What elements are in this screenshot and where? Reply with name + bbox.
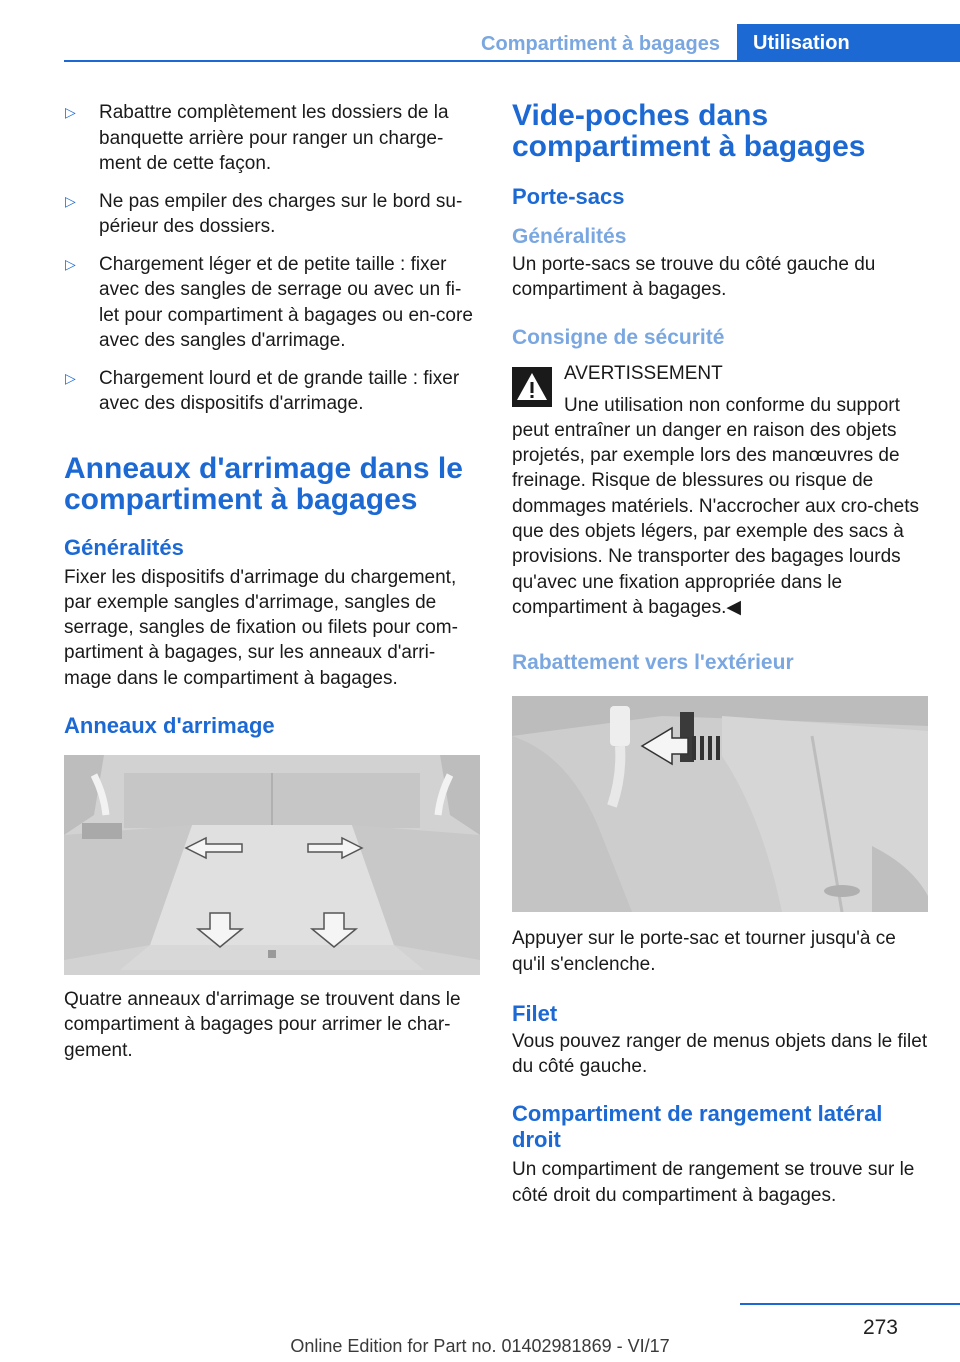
bag-hook-illustration	[512, 696, 928, 912]
section-title-vide-poches: Vide-poches dans compartiment à bagages	[512, 99, 866, 163]
running-header-section: Compartiment à bagages	[481, 33, 720, 55]
triangle-bullet-icon: ▷	[65, 104, 76, 120]
header-rule	[64, 60, 960, 62]
rabattement-paragraph: Appuyer sur le porte-sac et tourner jusqu'à ce qu'il s'enclenche.	[512, 928, 896, 975]
subsection-title-filet: Filet	[512, 1000, 558, 1026]
subsection-title-generalites: Généralités	[64, 534, 184, 560]
trunk-tie-down-figure	[64, 755, 480, 975]
warning-paragraph: Une utilisation non conforme du support peut entraîner un danger en raison des objets projetés, par exemple lors des manœuvres de freinage. Risque de blessures ou risque de dommages matériels. N'accrocher aux cro‐chets que des objets légers, par exemple des sacs à provisions. Ne transporter des bagages lourds qu'avec une fixation appropriée dans le compartiment à bagages.◀	[512, 394, 919, 618]
subsubsection-title-rabattement: Rabattement vers l'extérieur	[512, 651, 794, 675]
warning-block	[512, 361, 928, 386]
page-number: 273	[862, 1316, 898, 1339]
warning-triangle-icon	[512, 367, 552, 407]
bullet-text: Chargement léger et de petite taille : fixer avec des sangles de serrage ou avec un fi‐let pour compartiment à bagages ou en‐core avec des sangles d'arrimage.	[99, 253, 473, 351]
subsection-title-anneaux: Anneaux d'arrimage	[64, 712, 275, 738]
chapter-tab: Utilisation	[737, 24, 960, 62]
list-item	[64, 252, 480, 354]
bag-hook-figure	[512, 696, 928, 912]
list-item	[64, 100, 480, 177]
section-title-anneaux: Anneaux d'arrimage dans le compartiment à bagages	[64, 451, 463, 516]
bullet-text: Ne pas empiler des charges sur le bord su‐périeur des dossiers.	[99, 190, 463, 237]
subsection-title-rangement: Compartiment de rangement latéral droit	[512, 1101, 883, 1153]
bullet-list	[64, 100, 480, 417]
subsubsection-title-securite: Consigne de sécurité	[512, 325, 725, 349]
bullet-text: Chargement lourd et de grande taille : fixer avec des dispositifs d'arrimage.	[99, 367, 460, 414]
trunk-floor-illustration	[64, 755, 480, 975]
edition-footer: Online Edition for Part no. 01402981869 - VI/17	[290, 1336, 670, 1356]
triangle-bullet-icon: ▷	[65, 369, 76, 386]
subsection-title-porte-sacs: Porte-sacs	[512, 184, 625, 209]
triangle-bullet-icon: ▷	[65, 192, 76, 209]
triangle-bullet-icon: ▷	[65, 255, 76, 272]
right-column	[512, 100, 928, 1208]
left-column	[64, 100, 480, 1063]
subsubsection-title-generalites: Généralités	[512, 225, 627, 248]
list-item	[64, 189, 480, 240]
anneaux-paragraph: Quatre anneaux d'arrimage se trouvent dans le compartiment à bagages pour arrimer le char‐gement.	[64, 988, 461, 1061]
list-item	[64, 366, 480, 417]
rangement-paragraph: Un compartiment de rangement se trouve sur le côté droit du compartiment à bagages.	[512, 1159, 915, 1206]
porte-sacs-paragraph: Un porte-sacs se trouve du côté gauche du compartiment à bagages.	[512, 254, 876, 301]
filet-paragraph: Vous pouvez ranger de menus objets dans le filet du côté gauche.	[512, 1030, 928, 1078]
generalites-paragraph: Fixer les dispositifs d'arrimage du chargement, par exemple sangles d'arrimage, sangles de serrage, sangles de fixation ou filets pour com‐partiment à bagages, sur les anneaux d'arri‐mage dans le compartiment à bagages.	[64, 566, 458, 689]
bullet-text: Rabattre complètement les dossiers de la banquette arrière pour ranger un charge‐ment de cette façon.	[99, 102, 449, 174]
footer-rule	[740, 1303, 960, 1305]
warning-label: AVERTISSEMENT	[564, 362, 723, 384]
